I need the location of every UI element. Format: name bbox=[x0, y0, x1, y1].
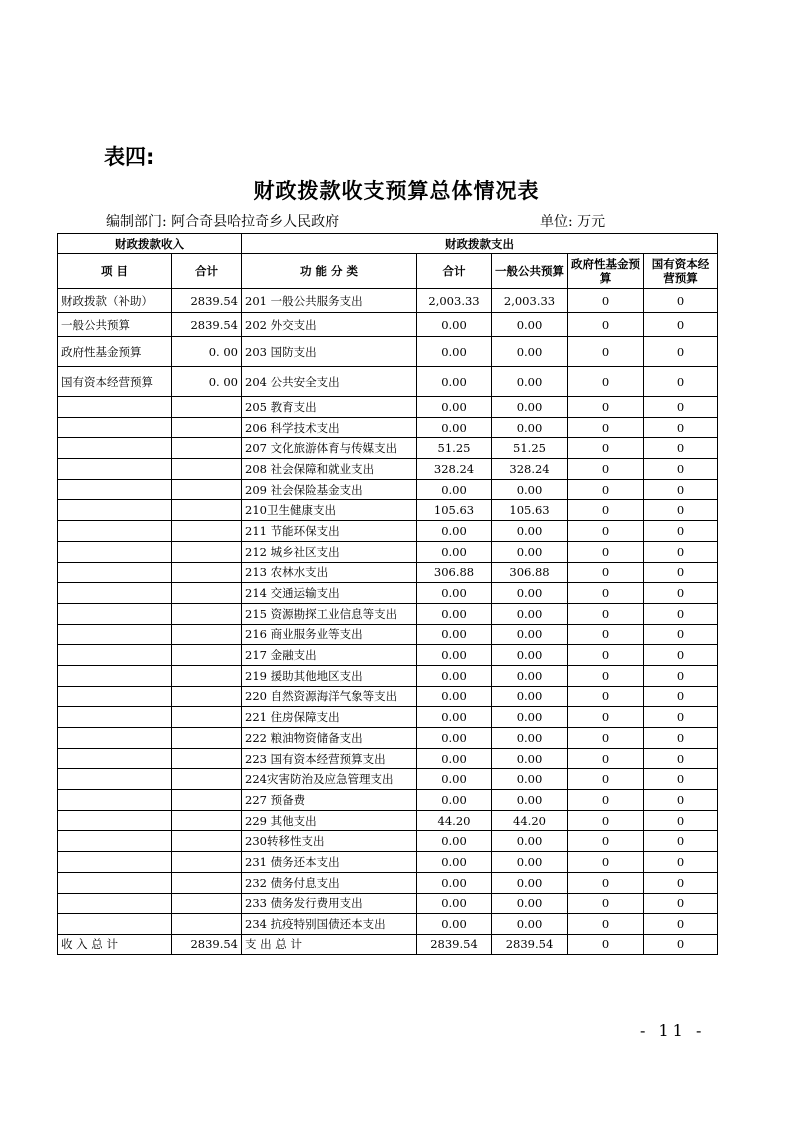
exp-total-cell: 0.00 bbox=[417, 852, 492, 873]
general-budget-cell: 0.00 bbox=[492, 337, 568, 367]
general-budget-cell: 51.25 bbox=[492, 438, 568, 459]
func-class-cell: 211 节能环保支出 bbox=[242, 521, 417, 542]
func-class-cell: 216 商业服务业等支出 bbox=[242, 624, 417, 645]
state-capital-cell: 0 bbox=[644, 562, 718, 583]
income-item-label bbox=[58, 562, 172, 583]
exp-total-cell: 0.00 bbox=[417, 624, 492, 645]
gov-fund-cell: 0 bbox=[568, 831, 644, 852]
exp-total-cell: 0.00 bbox=[417, 521, 492, 542]
income-item-label bbox=[58, 583, 172, 604]
income-item-label bbox=[58, 790, 172, 811]
func-class-cell: 222 粮油物资储备支出 bbox=[242, 728, 417, 749]
budget-table bbox=[57, 233, 718, 955]
exp-total-cell: 0.00 bbox=[417, 583, 492, 604]
income-item-label bbox=[58, 728, 172, 749]
func-class-cell: 215 资源勘探工业信息等支出 bbox=[242, 603, 417, 624]
func-class-cell: 204 公共安全支出 bbox=[242, 367, 417, 397]
general-budget-cell: 0.00 bbox=[492, 707, 568, 728]
gov-fund-cell: 0 bbox=[568, 583, 644, 604]
state-capital-cell: 0 bbox=[644, 397, 718, 418]
income-item-value bbox=[172, 417, 242, 438]
income-item-label bbox=[58, 603, 172, 624]
gov-fund-cell: 0 bbox=[568, 562, 644, 583]
income-total-value: 2839.54 bbox=[172, 934, 242, 954]
exp-total-cell: 51.25 bbox=[417, 438, 492, 459]
func-class-cell: 231 债务还本支出 bbox=[242, 852, 417, 873]
gov-fund-cell: 0 bbox=[568, 479, 644, 500]
gov-fund-cell: 0 bbox=[568, 397, 644, 418]
exp-total-cell: 0.00 bbox=[417, 893, 492, 914]
column-header-row bbox=[58, 254, 718, 289]
table-row bbox=[58, 624, 718, 645]
table-row bbox=[58, 397, 718, 418]
income-item-value bbox=[172, 872, 242, 893]
gov-fund-cell: 0 bbox=[568, 728, 644, 749]
income-item-label bbox=[58, 810, 172, 831]
exp-total-cell: 0.00 bbox=[417, 831, 492, 852]
exp-total-cell: 0.00 bbox=[417, 479, 492, 500]
expenditure-section-header: 财政拨款支出 bbox=[242, 234, 718, 254]
table-row bbox=[58, 707, 718, 728]
exp-total-cell: 2,003.33 bbox=[417, 289, 492, 313]
general-budget-cell: 0.00 bbox=[492, 893, 568, 914]
exp-total-cell: 0.00 bbox=[417, 914, 492, 935]
func-class-cell: 227 预备费 bbox=[242, 790, 417, 811]
table-row bbox=[58, 872, 718, 893]
income-item-label bbox=[58, 500, 172, 521]
general-budget-cell: 0.00 bbox=[492, 541, 568, 562]
general-budget-cell: 0.00 bbox=[492, 479, 568, 500]
income-item-value: 0. 00 bbox=[172, 367, 242, 397]
income-item-label: 一般公共预算 bbox=[58, 313, 172, 337]
col-header-exp-total: 合计 bbox=[417, 254, 492, 289]
income-total-label: 收 入 总 计 bbox=[58, 934, 172, 954]
unit-label: 单位: 万元 bbox=[540, 214, 606, 230]
state-capital-cell: 0 bbox=[644, 790, 718, 811]
general-budget-cell: 328.24 bbox=[492, 459, 568, 480]
table-row bbox=[58, 810, 718, 831]
state-capital-cell: 0 bbox=[644, 337, 718, 367]
general-budget-cell: 0.00 bbox=[492, 665, 568, 686]
general-budget-cell: 0.00 bbox=[492, 728, 568, 749]
state-capital-cell: 0 bbox=[644, 748, 718, 769]
state-capital-total: 0 bbox=[644, 934, 718, 954]
state-capital-cell: 0 bbox=[644, 810, 718, 831]
gov-fund-cell: 0 bbox=[568, 686, 644, 707]
income-item-value bbox=[172, 810, 242, 831]
table-row bbox=[58, 893, 718, 914]
exp-total-cell: 0.00 bbox=[417, 367, 492, 397]
general-budget-cell: 0.00 bbox=[492, 686, 568, 707]
income-item-value bbox=[172, 583, 242, 604]
table-row bbox=[58, 541, 718, 562]
func-class-cell: 220 自然资源海洋气象等支出 bbox=[242, 686, 417, 707]
gov-fund-cell: 0 bbox=[568, 438, 644, 459]
income-item-value bbox=[172, 707, 242, 728]
income-item-label: 财政拨款（补助） bbox=[58, 289, 172, 313]
general-budget-total: 2839.54 bbox=[492, 934, 568, 954]
table-row bbox=[58, 583, 718, 604]
state-capital-cell: 0 bbox=[644, 893, 718, 914]
table-row bbox=[58, 313, 718, 337]
gov-fund-cell: 0 bbox=[568, 914, 644, 935]
exp-total-cell: 0.00 bbox=[417, 665, 492, 686]
income-item-value bbox=[172, 914, 242, 935]
gov-fund-cell: 0 bbox=[568, 748, 644, 769]
general-budget-cell: 0.00 bbox=[492, 521, 568, 542]
exp-total-cell: 0.00 bbox=[417, 397, 492, 418]
state-capital-cell: 0 bbox=[644, 521, 718, 542]
general-budget-cell: 306.88 bbox=[492, 562, 568, 583]
general-budget-cell: 44.20 bbox=[492, 810, 568, 831]
page-number: - 11 - bbox=[640, 1021, 706, 1040]
income-item-value bbox=[172, 769, 242, 790]
func-class-cell: 210卫生健康支出 bbox=[242, 500, 417, 521]
col-header-gov-fund: 政府性基金预算 bbox=[568, 254, 644, 289]
func-class-cell: 232 债务付息支出 bbox=[242, 872, 417, 893]
table-row bbox=[58, 417, 718, 438]
general-budget-cell: 0.00 bbox=[492, 769, 568, 790]
general-budget-cell: 0.00 bbox=[492, 313, 568, 337]
gov-fund-cell: 0 bbox=[568, 289, 644, 313]
income-item-label bbox=[58, 686, 172, 707]
state-capital-cell: 0 bbox=[644, 645, 718, 666]
income-item-value bbox=[172, 541, 242, 562]
table-row bbox=[58, 748, 718, 769]
exp-total-cell: 105.63 bbox=[417, 500, 492, 521]
income-item-label bbox=[58, 521, 172, 542]
gov-fund-cell: 0 bbox=[568, 852, 644, 873]
income-item-value bbox=[172, 562, 242, 583]
income-item-label bbox=[58, 914, 172, 935]
col-header-income-total: 合计 bbox=[172, 254, 242, 289]
table-row bbox=[58, 645, 718, 666]
general-budget-cell: 0.00 bbox=[492, 367, 568, 397]
gov-fund-cell: 0 bbox=[568, 337, 644, 367]
general-budget-cell: 0.00 bbox=[492, 872, 568, 893]
income-item-value bbox=[172, 852, 242, 873]
state-capital-cell: 0 bbox=[644, 438, 718, 459]
func-class-cell: 202 外交支出 bbox=[242, 313, 417, 337]
gov-fund-cell: 0 bbox=[568, 893, 644, 914]
exp-total-cell: 0.00 bbox=[417, 417, 492, 438]
state-capital-cell: 0 bbox=[644, 541, 718, 562]
general-budget-cell: 0.00 bbox=[492, 748, 568, 769]
table-row bbox=[58, 459, 718, 480]
gov-fund-cell: 0 bbox=[568, 500, 644, 521]
func-class-cell: 223 国有资本经营预算支出 bbox=[242, 748, 417, 769]
income-item-value: 0. 00 bbox=[172, 337, 242, 367]
gov-fund-cell: 0 bbox=[568, 790, 644, 811]
table-row bbox=[58, 769, 718, 790]
func-class-cell: 214 交通运输支出 bbox=[242, 583, 417, 604]
general-budget-cell: 0.00 bbox=[492, 645, 568, 666]
exp-total-label: 支 出 总 计 bbox=[242, 934, 417, 954]
gov-fund-cell: 0 bbox=[568, 521, 644, 542]
general-budget-cell: 0.00 bbox=[492, 583, 568, 604]
func-class-cell: 212 城乡社区支出 bbox=[242, 541, 417, 562]
table-row bbox=[58, 479, 718, 500]
income-item-value bbox=[172, 438, 242, 459]
state-capital-cell: 0 bbox=[644, 417, 718, 438]
exp-total-cell: 0.00 bbox=[417, 728, 492, 749]
income-item-label bbox=[58, 872, 172, 893]
func-class-cell: 201 一般公共服务支出 bbox=[242, 289, 417, 313]
table-row bbox=[58, 438, 718, 459]
income-item-label bbox=[58, 438, 172, 459]
income-item-value: 2839.54 bbox=[172, 313, 242, 337]
func-class-cell: 219 援助其他地区支出 bbox=[242, 665, 417, 686]
table-row bbox=[58, 831, 718, 852]
exp-total-cell: 0.00 bbox=[417, 769, 492, 790]
section-header-row bbox=[58, 234, 718, 254]
general-budget-cell: 105.63 bbox=[492, 500, 568, 521]
general-budget-cell: 2,003.33 bbox=[492, 289, 568, 313]
state-capital-cell: 0 bbox=[644, 500, 718, 521]
exp-total-cell: 44.20 bbox=[417, 810, 492, 831]
gov-fund-cell: 0 bbox=[568, 367, 644, 397]
exp-total-cell: 0.00 bbox=[417, 645, 492, 666]
func-class-cell: 208 社会保障和就业支出 bbox=[242, 459, 417, 480]
table-row bbox=[58, 728, 718, 749]
income-item-label: 国有资本经营预算 bbox=[58, 367, 172, 397]
gov-fund-cell: 0 bbox=[568, 313, 644, 337]
exp-total-value: 2839.54 bbox=[417, 934, 492, 954]
exp-total-cell: 0.00 bbox=[417, 541, 492, 562]
table-row bbox=[58, 665, 718, 686]
func-class-cell: 224灾害防治及应急管理支出 bbox=[242, 769, 417, 790]
func-class-cell: 230转移性支出 bbox=[242, 831, 417, 852]
general-budget-cell: 0.00 bbox=[492, 831, 568, 852]
income-item-value bbox=[172, 603, 242, 624]
income-item-label bbox=[58, 624, 172, 645]
general-budget-cell: 0.00 bbox=[492, 397, 568, 418]
income-item-value bbox=[172, 728, 242, 749]
income-item-value bbox=[172, 645, 242, 666]
exp-total-cell: 0.00 bbox=[417, 313, 492, 337]
general-budget-cell: 0.00 bbox=[492, 790, 568, 811]
income-item-label bbox=[58, 769, 172, 790]
gov-fund-cell: 0 bbox=[568, 665, 644, 686]
table-row bbox=[58, 603, 718, 624]
state-capital-cell: 0 bbox=[644, 914, 718, 935]
state-capital-cell: 0 bbox=[644, 479, 718, 500]
func-class-cell: 206 科学技术支出 bbox=[242, 417, 417, 438]
income-item-label bbox=[58, 831, 172, 852]
table-row bbox=[58, 914, 718, 935]
gov-fund-cell: 0 bbox=[568, 872, 644, 893]
col-header-item: 项 目 bbox=[58, 254, 172, 289]
func-class-cell: 209 社会保险基金支出 bbox=[242, 479, 417, 500]
exp-total-cell: 0.00 bbox=[417, 337, 492, 367]
page-title: 财政拨款收支预算总体情况表 bbox=[253, 179, 540, 203]
col-header-state-capital: 国有资本经营预算 bbox=[644, 254, 718, 289]
table-row bbox=[58, 289, 718, 313]
gov-fund-cell: 0 bbox=[568, 624, 644, 645]
table-number-label: 表四: bbox=[104, 145, 155, 169]
exp-total-cell: 0.00 bbox=[417, 686, 492, 707]
income-item-label bbox=[58, 397, 172, 418]
func-class-cell: 207 文化旅游体育与传媒支出 bbox=[242, 438, 417, 459]
income-item-label bbox=[58, 541, 172, 562]
state-capital-cell: 0 bbox=[644, 707, 718, 728]
func-class-cell: 221 住房保障支出 bbox=[242, 707, 417, 728]
state-capital-cell: 0 bbox=[644, 603, 718, 624]
state-capital-cell: 0 bbox=[644, 583, 718, 604]
func-class-cell: 229 其他支出 bbox=[242, 810, 417, 831]
state-capital-cell: 0 bbox=[644, 289, 718, 313]
department-label: 编制部门: 阿合奇县哈拉奇乡人民政府 bbox=[106, 214, 340, 230]
income-item-label bbox=[58, 479, 172, 500]
func-class-cell: 234 抗疫特别国债还本支出 bbox=[242, 914, 417, 935]
income-item-value bbox=[172, 831, 242, 852]
exp-total-cell: 0.00 bbox=[417, 872, 492, 893]
income-item-value bbox=[172, 686, 242, 707]
income-item-label bbox=[58, 645, 172, 666]
general-budget-cell: 0.00 bbox=[492, 603, 568, 624]
exp-total-cell: 0.00 bbox=[417, 790, 492, 811]
income-item-label bbox=[58, 459, 172, 480]
state-capital-cell: 0 bbox=[644, 831, 718, 852]
col-header-general-budget: 一般公共预算 bbox=[492, 254, 568, 289]
gov-fund-cell: 0 bbox=[568, 769, 644, 790]
table-row bbox=[58, 686, 718, 707]
income-item-label bbox=[58, 665, 172, 686]
state-capital-cell: 0 bbox=[644, 665, 718, 686]
gov-fund-total: 0 bbox=[568, 934, 644, 954]
totals-row bbox=[58, 934, 718, 954]
income-item-value bbox=[172, 479, 242, 500]
table-row bbox=[58, 852, 718, 873]
table-row bbox=[58, 521, 718, 542]
table-row bbox=[58, 562, 718, 583]
gov-fund-cell: 0 bbox=[568, 459, 644, 480]
gov-fund-cell: 0 bbox=[568, 645, 644, 666]
table-row bbox=[58, 367, 718, 397]
income-item-value bbox=[172, 397, 242, 418]
income-item-value bbox=[172, 500, 242, 521]
exp-total-cell: 0.00 bbox=[417, 603, 492, 624]
table-row bbox=[58, 500, 718, 521]
func-class-cell: 203 国防支出 bbox=[242, 337, 417, 367]
income-item-value bbox=[172, 459, 242, 480]
state-capital-cell: 0 bbox=[644, 769, 718, 790]
gov-fund-cell: 0 bbox=[568, 417, 644, 438]
income-item-value bbox=[172, 790, 242, 811]
income-item-label bbox=[58, 707, 172, 728]
income-item-value: 2839.54 bbox=[172, 289, 242, 313]
exp-total-cell: 306.88 bbox=[417, 562, 492, 583]
income-item-value bbox=[172, 748, 242, 769]
func-class-cell: 233 债务发行费用支出 bbox=[242, 893, 417, 914]
general-budget-cell: 0.00 bbox=[492, 624, 568, 645]
func-class-cell: 205 教育支出 bbox=[242, 397, 417, 418]
col-header-func-class: 功 能 分 类 bbox=[242, 254, 417, 289]
income-item-label bbox=[58, 852, 172, 873]
state-capital-cell: 0 bbox=[644, 313, 718, 337]
general-budget-cell: 0.00 bbox=[492, 417, 568, 438]
state-capital-cell: 0 bbox=[644, 459, 718, 480]
income-item-value bbox=[172, 521, 242, 542]
gov-fund-cell: 0 bbox=[568, 707, 644, 728]
state-capital-cell: 0 bbox=[644, 367, 718, 397]
state-capital-cell: 0 bbox=[644, 686, 718, 707]
income-item-value bbox=[172, 624, 242, 645]
state-capital-cell: 0 bbox=[644, 872, 718, 893]
gov-fund-cell: 0 bbox=[568, 603, 644, 624]
exp-total-cell: 0.00 bbox=[417, 748, 492, 769]
exp-total-cell: 328.24 bbox=[417, 459, 492, 480]
income-item-label: 政府性基金预算 bbox=[58, 337, 172, 367]
income-item-label bbox=[58, 893, 172, 914]
general-budget-cell: 0.00 bbox=[492, 914, 568, 935]
state-capital-cell: 0 bbox=[644, 624, 718, 645]
general-budget-cell: 0.00 bbox=[492, 852, 568, 873]
gov-fund-cell: 0 bbox=[568, 810, 644, 831]
gov-fund-cell: 0 bbox=[568, 541, 644, 562]
income-item-label bbox=[58, 417, 172, 438]
func-class-cell: 213 农林水支出 bbox=[242, 562, 417, 583]
state-capital-cell: 0 bbox=[644, 728, 718, 749]
income-section-header: 财政拨款收入 bbox=[58, 234, 242, 254]
income-item-value bbox=[172, 893, 242, 914]
table-row bbox=[58, 337, 718, 367]
income-item-value bbox=[172, 665, 242, 686]
table-row bbox=[58, 790, 718, 811]
state-capital-cell: 0 bbox=[644, 852, 718, 873]
income-item-label bbox=[58, 748, 172, 769]
exp-total-cell: 0.00 bbox=[417, 707, 492, 728]
func-class-cell: 217 金融支出 bbox=[242, 645, 417, 666]
